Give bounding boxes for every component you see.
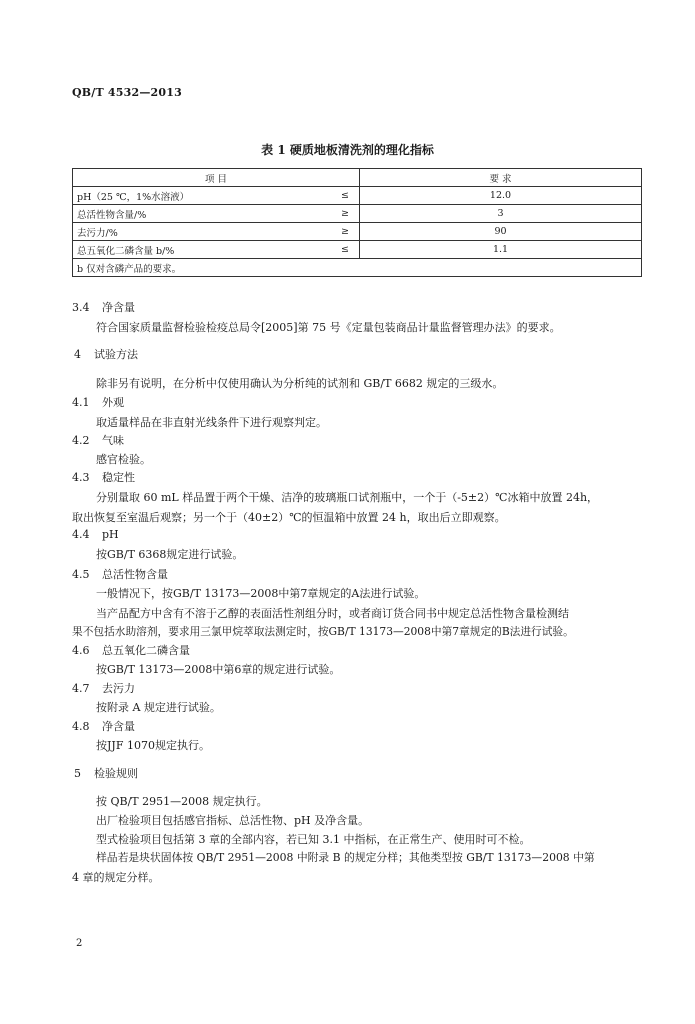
row-value: 12.0 (360, 187, 642, 205)
section-number: 4.5 (72, 568, 90, 581)
section-number: 4.4 (72, 528, 90, 541)
section-5-text-4: 样品若是块状固体按 QB/T 2951—2008 中附录 B 的规定分样；其他类型按 GB/T 13173—2008 中第 (96, 851, 595, 864)
section-4-5-text-3: 果不包括水助溶剂，要求用三氯甲烷萃取法测定时，按GB/T 13173—2008中第7章规定的B法进行试验。 (72, 625, 574, 638)
section-5-heading (74, 765, 138, 781)
row-operator: ≤ (331, 241, 360, 259)
section-title: 去污力 (102, 682, 135, 695)
row-value: 90 (360, 223, 642, 241)
row-item: 总五氧化二磷含量 b/% (73, 241, 332, 259)
section-4-8-heading (72, 718, 135, 734)
section-title: 试验方法 (94, 348, 138, 361)
row-operator: ≥ (331, 223, 360, 241)
section-number: 4.2 (72, 434, 90, 447)
table-header-row (73, 169, 642, 187)
section-4-4-heading (72, 528, 119, 541)
section-4-8-text: 按JJF 1070规定执行。 (96, 739, 210, 752)
section-number: 4.3 (72, 471, 90, 484)
section-4-3-heading (72, 469, 135, 485)
section-4-5-text-1: 一般情况下，按GB/T 13173—2008中第7章规定的A法进行试验。 (96, 587, 426, 600)
section-4-heading (74, 346, 138, 362)
table-caption: 表 1 硬质地板清洗剂的理化指标 (261, 143, 434, 157)
section-number: 5 (74, 767, 81, 780)
section-4-3-text-2: 取出恢复至室温后观察；另一个于（40±2）℃的恒温箱中放置 24 h，取出后立即观察。 (72, 511, 506, 524)
section-title: 净含量 (102, 720, 135, 733)
section-number: 4.8 (72, 720, 90, 733)
section-title: 净含量 (102, 301, 135, 314)
section-number: 3.4 (72, 301, 90, 314)
table-row (73, 187, 642, 205)
table-row (73, 223, 642, 241)
row-operator: ≤ (331, 187, 360, 205)
section-title: 气味 (102, 434, 124, 447)
table-note: b 仅对含磷产品的要求。 (73, 259, 642, 277)
row-item: pH（25 ℃，1%水溶液） (73, 187, 332, 205)
section-number: 4.7 (72, 682, 90, 695)
table-row (73, 241, 642, 259)
section-5-text-3: 型式检验项目包括第 3 章的全部内容，若已知 3.1 中指标，在正常生产、使用时可不检。 (96, 833, 531, 846)
header-item: 项 目 (73, 169, 360, 187)
section-4-1-heading (72, 394, 124, 410)
section-4-4-text: 按GB/T 6368规定进行试验。 (96, 548, 244, 561)
row-value: 3 (360, 205, 642, 223)
section-title: 总五氧化二磷含量 (102, 644, 190, 657)
row-value: 1.1 (360, 241, 642, 259)
table-note-row (73, 259, 642, 277)
section-4-2-text: 感官检验。 (96, 453, 151, 466)
section-4-6-heading (72, 642, 190, 658)
table-row (73, 205, 642, 223)
row-operator: ≥ (331, 205, 360, 223)
section-5-text-5: 4 章的规定分样。 (72, 871, 160, 884)
section-5-text-1: 按 QB/T 2951—2008 规定执行。 (96, 795, 268, 808)
section-title: 检验规则 (94, 767, 138, 780)
section-4-5-text-2: 当产品配方中含有不溶于乙醇的表面活性剂组分时，或者商订货合同书中规定总活性物含量检测结 (96, 607, 569, 620)
section-4-2-heading (72, 432, 124, 448)
section-title: 稳定性 (102, 471, 135, 484)
section-number: 4.1 (72, 396, 90, 409)
section-number: 4.6 (72, 644, 90, 657)
section-4-7-heading (72, 680, 135, 696)
section-4-3-text-1: 分别量取 60 mL 样品置于两个干燥、洁净的玻璃瓶口试剂瓶中，一个于（-5±2）℃冰箱中放置 24h， (96, 491, 599, 504)
section-5-text-2: 出厂检验项目包括感官指标、总活性物、pH 及净含量。 (96, 814, 370, 827)
page-number: 2 (76, 938, 83, 949)
section-3-4-heading (72, 299, 135, 315)
section-4-1-text: 取适量样品在非直射光线条件下进行观察判定。 (96, 416, 327, 429)
section-4-5-heading (72, 566, 168, 582)
section-number: 4 (74, 348, 81, 361)
section-4-text: 除非另有说明，在分析中仅使用确认为分析纯的试剂和 GB/T 6682 规定的三级水。 (96, 377, 504, 390)
section-4-7-text: 按附录 A 规定进行试验。 (96, 701, 221, 714)
row-item: 总活性物含量/% (73, 205, 332, 223)
standard-header: QB/T 4532—2013 (72, 86, 182, 99)
section-4-6-text: 按GB/T 13173—2008中第6章的规定进行试验。 (96, 663, 341, 676)
section-title: pH (102, 528, 119, 541)
spec-table (72, 168, 642, 277)
section-3-4-text: 符合国家质量监督检验检疫总局令[2005]第 75 号《定量包装商品计量监督管理办法》的要求。 (96, 321, 561, 334)
header-requirement: 要 求 (360, 169, 642, 187)
row-item: 去污力/% (73, 223, 332, 241)
section-title: 总活性物含量 (102, 568, 168, 581)
section-title: 外观 (102, 396, 124, 409)
